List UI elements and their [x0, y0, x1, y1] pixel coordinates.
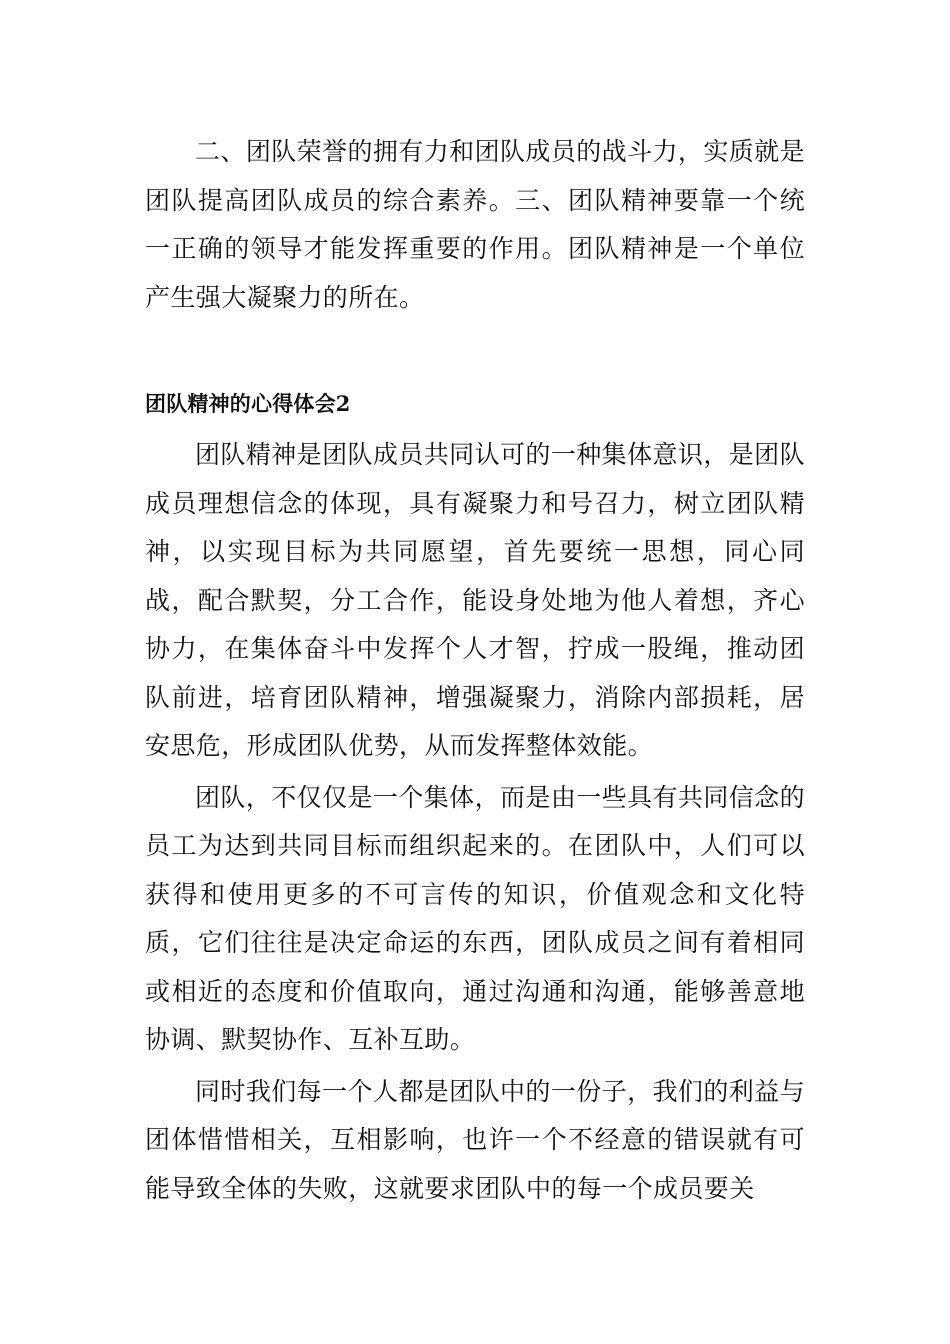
body-paragraph: 二、团队荣誉的拥有力和团队成员的战斗力，实质就是团队提高团队成员的综合素养。三、团队精神要靠一个统一正确的领导才能发挥重要的作用。团队精神是一个单位产生强大凝聚力的所在。	[145, 137, 805, 312]
body-paragraph: 团队，不仅仅是一个集体，而是由一些具有共同信念的员工为达到共同目标而组织起来的。在团队中，人们可以获得和使用更多的不可言传的知识，价值观念和文化特质，它们往往是决定命运的东西，团队成员之间有着相同或相近的态度和价值取向，通过沟通和沟通，能够善意地协调、默契协作、互补互助。	[145, 782, 805, 1054]
body-paragraph: 团队精神是团队成员共同认可的一种集体意识，是团队成员理想信念的体现，具有凝聚力和号召力，树立团队精神，以实现目标为共同愿望，首先要统一思想，同心同战，配合默契，分工合作，能设身处地为他人着想，齐心协力，在集体奋斗中发挥个人才智，拧成一股绳，推动团队前进，培育团队精神，增强凝聚力，消除内部损耗，居安思危，形成团队优势，从而发挥整体效能。	[145, 440, 805, 760]
section-heading: 团队精神的心得体会2	[145, 391, 351, 416]
document-page	[145, 128, 805, 1213]
body-paragraph: 同时我们每一个人都是团队中的一份子，我们的利益与团体惜惜相关，互相影响，也许一个不经意的错误就有可能导致全体的失败，这就要求团队中的每一个成员要关	[145, 1076, 805, 1203]
